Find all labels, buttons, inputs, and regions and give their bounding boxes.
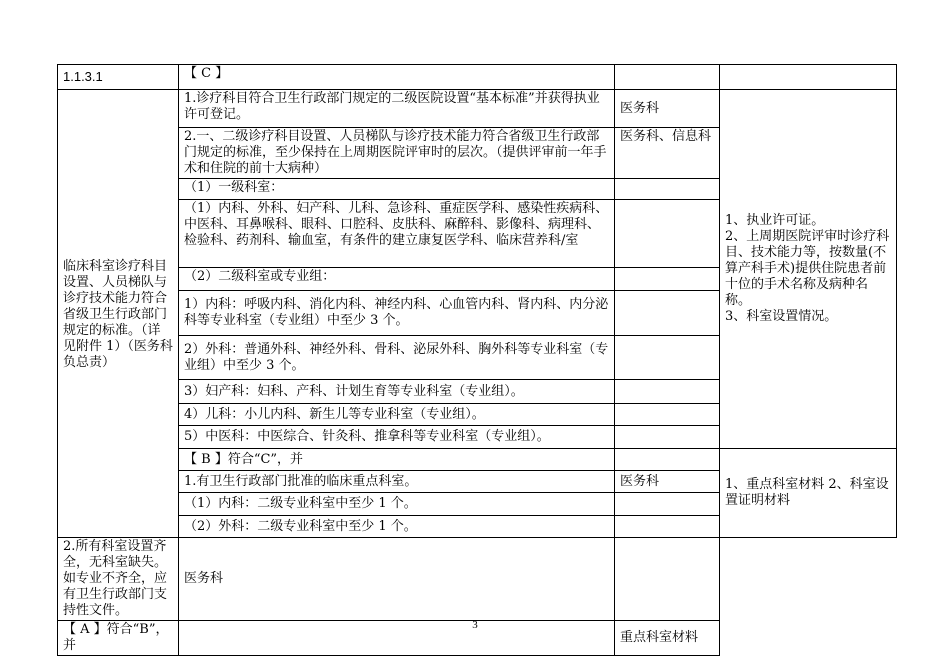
evidence-b: 1、重点科室材料 2、科室设置证明材料 bbox=[720, 449, 897, 538]
criterion-b2: 2.所有科室设置齐全，无科室缺失。如专业不齐全，应有卫生行政部门支持性文件。 bbox=[58, 538, 179, 621]
empty-cell bbox=[615, 493, 720, 516]
subitem-internal: 1）内科：呼吸内科、消化内科、神经内科、心血管内科、肾内科、内分泌科等专业科室（专业组）中至少 3 个。 bbox=[179, 291, 615, 336]
subitem-surgery: 2）外科：普通外科、神经外科、骨科、泌尿外科、胸外科等专业科室（专业组）中至少 3 个。 bbox=[179, 336, 615, 380]
standards-table bbox=[57, 64, 897, 656]
evidence-c bbox=[720, 90, 897, 449]
empty-cell bbox=[615, 404, 720, 426]
criterion-b1: 1.有卫生行政部门批准的临床重点科室。 bbox=[179, 471, 615, 493]
evidence-c-text: 1、执业许可证。 2、上周期医院评审时诊疗科目、技术能力等，按数量(不算产科手术)提供住院患者前十位的手术名称及病种名称。 3、科室设置情况。 bbox=[725, 213, 890, 324]
criterion-b1a: （1）内科：二级专业科室中至少 1 个。 bbox=[179, 493, 615, 516]
table-row bbox=[58, 90, 897, 128]
evidence-a: 重点科室材料 bbox=[615, 621, 720, 656]
empty-cell bbox=[615, 200, 720, 268]
criterion-b1b: （2）外科：二级专业科室中至少 1 个。 bbox=[179, 516, 615, 538]
level-c-label: 【 C 】 bbox=[179, 65, 615, 90]
empty-cell bbox=[615, 336, 720, 380]
empty-cell bbox=[615, 65, 720, 90]
subitem-obgyn: 3）妇产科：妇科、产科、计划生育等专业科室（专业组）。 bbox=[179, 380, 615, 404]
empty-cell bbox=[615, 426, 720, 449]
criterion-c1: 1.诊疗科目符合卫生行政部门规定的二级医院设置“基本标准”并获得执业许可登记。 bbox=[179, 90, 615, 128]
empty-cell bbox=[615, 538, 720, 621]
empty-cell bbox=[615, 268, 720, 291]
empty-cell bbox=[615, 449, 720, 471]
level-a-header: 【 A 】符合“B”，并 bbox=[58, 621, 179, 656]
level-b-header: 【 B 】符合“C”，并 bbox=[179, 449, 615, 471]
table-row bbox=[58, 65, 897, 90]
empty-cell bbox=[615, 291, 720, 336]
dept-b2: 医务科 bbox=[179, 538, 615, 621]
criterion-c2: 2.一、二级诊疗科目设置、人员梯队与诊疗技术能力符合省级卫生行政部门规定的标准，至少保持在上周期医院评审时的层次。（提供评审前一年手术和住院的前十大病种） bbox=[179, 128, 615, 179]
dept-c1: 医务科 bbox=[615, 90, 720, 128]
table-row bbox=[58, 449, 897, 471]
dept-b1: 医务科 bbox=[615, 471, 720, 493]
level1-content: （1）内科、外科、妇产科、儿科、急诊科、重症医学科、感染性疾病科、中医科、耳鼻喉科、眼科、口腔科、皮肤科、麻醉科、影像科、病理科、检验科、药剂科、输血室，有条件的建立康复医学科、临床营养科/室 bbox=[179, 200, 615, 268]
level1-header: （1）一级科室： bbox=[179, 179, 615, 200]
table-row bbox=[58, 538, 897, 621]
dept-c2: 医务科、信息科 bbox=[615, 128, 720, 179]
empty-cell bbox=[720, 65, 897, 90]
empty-cell bbox=[615, 516, 720, 538]
subitem-tcm: 5）中医科：中医综合、针灸科、推拿科等专业科室（专业组）。 bbox=[179, 426, 615, 449]
empty-cell bbox=[615, 380, 720, 404]
subitem-pediatrics: 4）儿科：小儿内科、新生儿等专业科室（专业组）。 bbox=[179, 404, 615, 426]
item-code: 1.1.3.1 bbox=[58, 65, 179, 90]
level2-header: （2）二级科室或专业组： bbox=[179, 268, 615, 291]
page-number: 3 bbox=[472, 619, 478, 631]
section-title: 临床科室诊疗科目设置、人员梯队与诊疗技术能力符合省级卫生行政部门规定的标准。（详见附件 1）（医务科负总责） bbox=[58, 90, 179, 538]
empty-cell bbox=[615, 179, 720, 200]
